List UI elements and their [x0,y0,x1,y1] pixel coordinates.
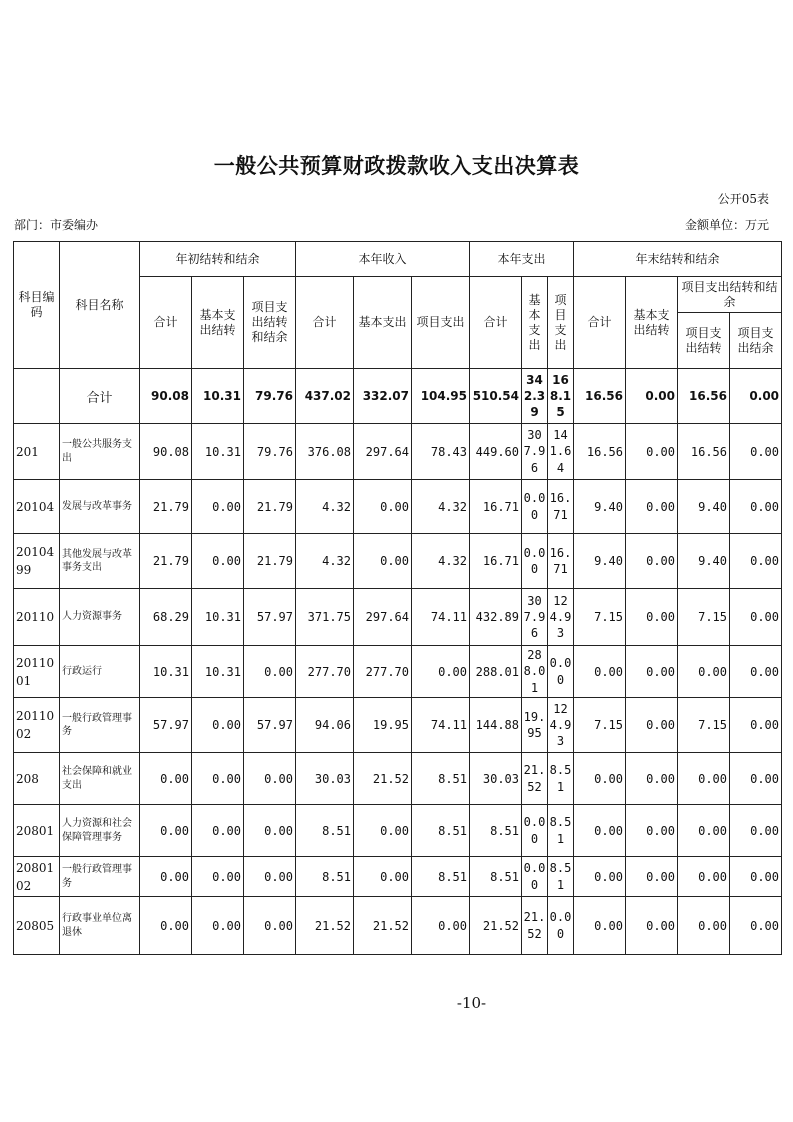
amount-cell: 0.00 [730,805,782,857]
amount-cell: 0.00 [730,534,782,589]
subject-name: 合计 [60,369,140,424]
amount-cell: 0.00 [522,480,548,534]
amount-cell: 0.00 [626,753,678,805]
amount-cell: 8.51 [296,857,354,897]
unit-label: 金额单位：万元 [684,218,769,232]
page-number: -10- [456,994,487,1012]
subject-code: 2010499 [14,534,60,589]
header-income-basic: 基本支出 [354,277,412,369]
table-row [14,424,782,480]
amount-cell: 0.00 [140,897,192,955]
amount-cell: 0.00 [354,857,412,897]
amount-cell: 16.56 [678,424,730,480]
amount-cell: 277.70 [296,646,354,698]
amount-cell: 0.00 [574,805,626,857]
budget-table [13,241,782,955]
amount-cell: 0.00 [626,857,678,897]
amount-cell: 0.00 [244,897,296,955]
amount-cell: 8.51 [470,805,522,857]
amount-cell: 8.51 [548,753,574,805]
table-row [14,589,782,646]
amount-cell: 297.64 [354,589,412,646]
subject-name: 一般公共服务支出 [60,424,140,480]
amount-cell: 4.32 [296,480,354,534]
table-row [14,857,782,897]
amount-cell: 9.40 [678,480,730,534]
subject-name: 其他发展与改革事务支出 [60,534,140,589]
header-close-project-balance: 项目支出结余 [730,313,782,369]
amount-cell: 30.03 [296,753,354,805]
table-body [14,369,782,955]
amount-cell: 19.95 [354,698,412,753]
amount-cell: 16.56 [574,369,626,424]
form-number: 公开05表 [717,192,769,206]
header-open-total: 合计 [140,277,192,369]
amount-cell: 19.95 [522,698,548,753]
amount-cell: 510.54 [470,369,522,424]
amount-cell: 0.00 [730,753,782,805]
amount-cell: 21.52 [296,897,354,955]
header-group-income: 本年收入 [296,242,470,277]
subject-code: 208 [14,753,60,805]
amount-cell: 0.00 [730,857,782,897]
amount-cell: 371.75 [296,589,354,646]
amount-cell: 0.00 [678,857,730,897]
amount-cell: 0.00 [730,646,782,698]
amount-cell: 0.00 [730,698,782,753]
amount-cell: 332.07 [354,369,412,424]
amount-cell: 124.93 [548,589,574,646]
amount-cell: 10.31 [192,589,244,646]
amount-cell: 0.00 [574,857,626,897]
amount-cell: 0.00 [626,480,678,534]
amount-cell: 0.00 [192,698,244,753]
amount-cell: 0.00 [354,805,412,857]
amount-cell: 7.15 [574,589,626,646]
table-row [14,698,782,753]
amount-cell: 16.71 [470,480,522,534]
header-close-project-group: 项目支出结转和结余 [678,277,782,313]
header-group-closing: 年末结转和结余 [574,242,782,277]
amount-cell: 168.15 [548,369,574,424]
amount-cell: 74.11 [412,698,470,753]
amount-cell: 8.51 [296,805,354,857]
amount-cell: 0.00 [548,897,574,955]
amount-cell: 8.51 [470,857,522,897]
subject-name: 行政运行 [60,646,140,698]
amount-cell: 0.00 [626,646,678,698]
amount-cell: 0.00 [730,424,782,480]
amount-cell: 0.00 [192,897,244,955]
amount-cell: 8.51 [548,857,574,897]
amount-cell: 0.00 [678,897,730,955]
amount-cell: 21.79 [244,534,296,589]
amount-cell: 57.97 [140,698,192,753]
subject-code: 201 [14,424,60,480]
amount-cell: 21.79 [140,480,192,534]
amount-cell: 57.97 [244,589,296,646]
subject-code [14,369,60,424]
amount-cell: 0.00 [412,646,470,698]
amount-cell: 0.00 [574,753,626,805]
subject-code: 2011001 [14,646,60,698]
amount-cell: 0.00 [548,646,574,698]
amount-cell: 0.00 [140,753,192,805]
amount-cell: 21.52 [470,897,522,955]
amount-cell: 10.31 [192,369,244,424]
amount-cell: 297.64 [354,424,412,480]
header-row-groups [14,242,782,277]
amount-cell: 8.51 [412,857,470,897]
amount-cell: 16.56 [574,424,626,480]
amount-cell: 30.03 [470,753,522,805]
page-title: 一般公共预算财政拨款收入支出决算表 [213,154,580,178]
table-row [14,646,782,698]
amount-cell: 0.00 [192,805,244,857]
table-row [14,897,782,955]
page-number-wrap [0,994,793,1012]
amount-cell: 0.00 [522,805,548,857]
amount-cell: 0.00 [626,589,678,646]
amount-cell: 4.32 [412,534,470,589]
amount-cell: 57.97 [244,698,296,753]
amount-cell: 277.70 [354,646,412,698]
amount-cell: 432.89 [470,589,522,646]
amount-cell: 0.00 [730,480,782,534]
amount-cell: 0.00 [678,646,730,698]
table-row [14,534,782,589]
subject-name: 社会保障和就业支出 [60,753,140,805]
amount-cell: 0.00 [192,753,244,805]
amount-cell: 0.00 [626,698,678,753]
subject-name: 人力资源和社会保障管理事务 [60,805,140,857]
amount-cell: 9.40 [574,480,626,534]
amount-cell: 90.08 [140,369,192,424]
amount-cell: 10.31 [192,646,244,698]
amount-cell: 16.71 [548,480,574,534]
amount-cell: 9.40 [678,534,730,589]
amount-cell: 79.76 [244,369,296,424]
subject-name: 发展与改革事务 [60,480,140,534]
subject-code: 2080102 [14,857,60,897]
amount-cell: 90.08 [140,424,192,480]
amount-cell: 0.00 [244,753,296,805]
amount-cell: 141.64 [548,424,574,480]
header-open-project: 项目支出结转和结余 [244,277,296,369]
amount-cell: 16.71 [470,534,522,589]
header-group-expense: 本年支出 [470,242,574,277]
subject-name: 一般行政管理事务 [60,698,140,753]
header-close-basic: 基本支出结转 [626,277,678,369]
amount-cell: 0.00 [678,805,730,857]
amount-cell: 21.52 [354,753,412,805]
table-row [14,480,782,534]
amount-cell: 7.15 [678,698,730,753]
header-close-project-carry: 项目支出结转 [678,313,730,369]
header-open-basic: 基本支出结转 [192,277,244,369]
amount-cell: 0.00 [574,897,626,955]
amount-cell: 449.60 [470,424,522,480]
amount-cell: 10.31 [192,424,244,480]
subject-code: 20801 [14,805,60,857]
amount-cell: 21.52 [522,897,548,955]
department-label: 部门：市委编办 [14,218,99,232]
subject-name: 行政事业单位离退休 [60,897,140,955]
amount-cell: 16.71 [548,534,574,589]
amount-cell: 342.39 [522,369,548,424]
total-row [14,369,782,424]
amount-cell: 0.00 [574,646,626,698]
amount-cell: 0.00 [626,369,678,424]
amount-cell: 376.08 [296,424,354,480]
amount-cell: 0.00 [626,424,678,480]
amount-cell: 0.00 [730,369,782,424]
amount-cell: 94.06 [296,698,354,753]
amount-cell: 0.00 [730,589,782,646]
amount-cell: 0.00 [678,753,730,805]
amount-cell: 7.15 [678,589,730,646]
amount-cell: 0.00 [522,534,548,589]
amount-cell: 0.00 [730,897,782,955]
subject-code: 2011002 [14,698,60,753]
amount-cell: 0.00 [140,805,192,857]
amount-cell: 21.52 [522,753,548,805]
amount-cell: 288.01 [470,646,522,698]
header-income-project: 项目支出 [412,277,470,369]
amount-cell: 0.00 [626,805,678,857]
amount-cell: 0.00 [412,897,470,955]
amount-cell: 10.31 [140,646,192,698]
header-expense-total: 合计 [470,277,522,369]
amount-cell: 144.88 [470,698,522,753]
header-name: 科目名称 [60,242,140,369]
header-code: 科目编码 [14,242,60,369]
header-income-total: 合计 [296,277,354,369]
table-row [14,753,782,805]
amount-cell: 7.15 [574,698,626,753]
subject-name: 人力资源事务 [60,589,140,646]
header-group-opening: 年初结转和结余 [140,242,296,277]
amount-cell: 0.00 [192,480,244,534]
amount-cell: 0.00 [140,857,192,897]
amount-cell: 78.43 [412,424,470,480]
amount-cell: 68.29 [140,589,192,646]
amount-cell: 0.00 [626,534,678,589]
amount-cell: 124.93 [548,698,574,753]
amount-cell: 0.00 [244,805,296,857]
amount-cell: 0.00 [626,897,678,955]
amount-cell: 0.00 [354,480,412,534]
subject-name: 一般行政管理事务 [60,857,140,897]
amount-cell: 4.32 [296,534,354,589]
header-expense-project: 项目支出 [548,277,574,369]
amount-cell: 4.32 [412,480,470,534]
amount-cell: 8.51 [548,805,574,857]
amount-cell: 0.00 [522,857,548,897]
amount-cell: 0.00 [244,857,296,897]
amount-cell: 0.00 [192,534,244,589]
amount-cell: 79.76 [244,424,296,480]
amount-cell: 0.00 [354,534,412,589]
header-close-total: 合计 [574,277,626,369]
amount-cell: 307.96 [522,589,548,646]
amount-cell: 307.96 [522,424,548,480]
amount-cell: 16.56 [678,369,730,424]
amount-cell: 8.51 [412,753,470,805]
amount-cell: 74.11 [412,589,470,646]
subject-code: 20805 [14,897,60,955]
amount-cell: 21.52 [354,897,412,955]
amount-cell: 104.95 [412,369,470,424]
amount-cell: 0.00 [192,857,244,897]
amount-cell: 437.02 [296,369,354,424]
amount-cell: 0.00 [244,646,296,698]
amount-cell: 9.40 [574,534,626,589]
header-expense-basic: 基本支出 [522,277,548,369]
amount-cell: 21.79 [244,480,296,534]
table-row [14,805,782,857]
amount-cell: 8.51 [412,805,470,857]
subject-code: 20110 [14,589,60,646]
amount-cell: 21.79 [140,534,192,589]
amount-cell: 288.01 [522,646,548,698]
subject-code: 20104 [14,480,60,534]
